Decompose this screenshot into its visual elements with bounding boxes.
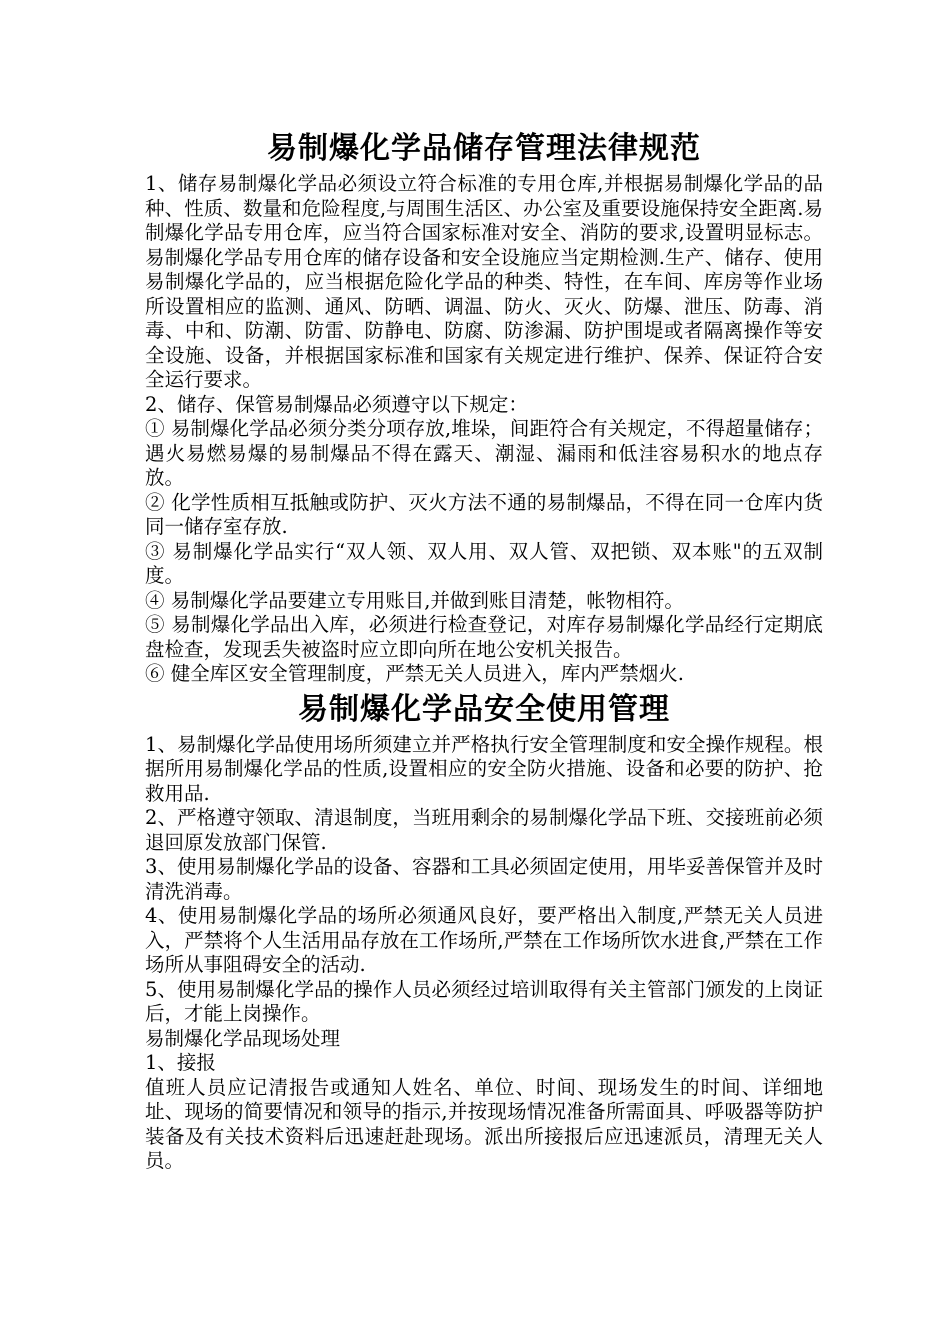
section2-paragraph-1: 1、易制爆化学品使用场所须建立并严格执行安全管理制度和安全操作规程。根据所用易制爆化学品的性质,设置相应的安全防火措施、设备和必要的防护、抢救用品. xyxy=(145,732,823,805)
section2-paragraph-5: 5、使用易制爆化学品的操作人员必须经过培训取得有关主管部门颁发的上岗证后，才能上岗操作。 xyxy=(145,977,823,1025)
section2-paragraph-3: 3、使用易制爆化学品的设备、容器和工具必须固定使用，用毕妥善保管并及时清洗消毒。 xyxy=(145,855,823,903)
section3-heading: 易制爆化学品现场处理 xyxy=(145,1026,341,1050)
document-page xyxy=(145,126,823,1174)
section2-paragraph-2: 2、严格遵守领取、清退制度，当班用剩余的易制爆化学品下班、交接班前必须退回原发放部门保管. xyxy=(145,806,823,854)
section1-paragraph-1: 1、储存易制爆化学品必须设立符合标准的专用仓库,并根据易制爆化学品的品种、性质、数量和危险程度,与周围生活区、办公室及重要设施保持安全距离.易制爆化学品专用仓库，应当符合国家标准对安全、消防的要求,设置明显标志。易制爆化学品专用仓库的储存设备和安全设施应当定期检测.生产、储存、使用易制爆化学品的，应当根据危险化学品的种类、特性，在车间、库房等作业场所设置相应的监测、通风、防晒、调温、防火、灭火、防爆、泄压、防毒、消毒、中和、防潮、防雷、防静电、防腐、防渗漏、防护围堤或者隔离操作等安全设施、设备，并根据国家标准和国家有关规定进行维护、保养、保证符合安全运行要求。 xyxy=(145,172,823,391)
section1-item-5: ⑤ 易制爆化学品出入库，必须进行检查登记，对库存易制爆化学品经行定期底盘检查，发现丢失被盗时应立即向所在地公安机关报告。 xyxy=(145,613,823,661)
section1-item-4: ④ 易制爆化学品要建立专用账目,并做到账目清楚，帐物相符。 xyxy=(145,588,684,612)
section2-paragraph-4: 4、使用易制爆化学品的场所必须通风良好，要严格出入制度,严禁无关人员进入，严禁将个人生活用品存放在工作场所,严禁在工作场所饮水进食,严禁在工作场所从事阻碍安全的活动. xyxy=(145,904,823,976)
section1-item-1: ① 易制爆化学品必须分类分项存放,堆垛，间距符合有关规定，不得超量储存；遇火易燃易爆的易制爆品不得在露天、潮湿、漏雨和低洼容易积水的地点存放。 xyxy=(145,417,823,489)
section1-paragraph-2: 2、储存、保管易制爆品必须遵守以下规定： xyxy=(145,392,528,416)
section3-subheading: 1、接报 xyxy=(145,1051,216,1074)
section1-title: 易制爆化学品储存管理法律规范 xyxy=(267,131,701,166)
section3-paragraph: 值班人员应记清报告或通知人姓名、单位、时间、现场发生的时间、详细地址、现场的简要情况和领导的指示,并按现场情况准备所需面具、呼吸器等防护装备及有关技术资料后迅速赶赴现场。派出所接报后应迅速派员，清理无关人员。 xyxy=(145,1075,823,1172)
section2-title: 易制爆化学品安全使用管理 xyxy=(298,691,670,727)
section1-item-3: ③ 易制爆化学品实行“双人领、双人用、双人管、双把锁、双本账"的五双制度。 xyxy=(145,539,823,587)
section1-item-6: ⑥ 健全库区安全管理制度，严禁无关人员进入，库内严禁烟火. xyxy=(145,662,684,685)
section1-item-2: ② 化学性质相互抵触或防护、灭火方法不通的易制爆品，不得在同一仓库内货同一储存室存放. xyxy=(145,490,823,538)
